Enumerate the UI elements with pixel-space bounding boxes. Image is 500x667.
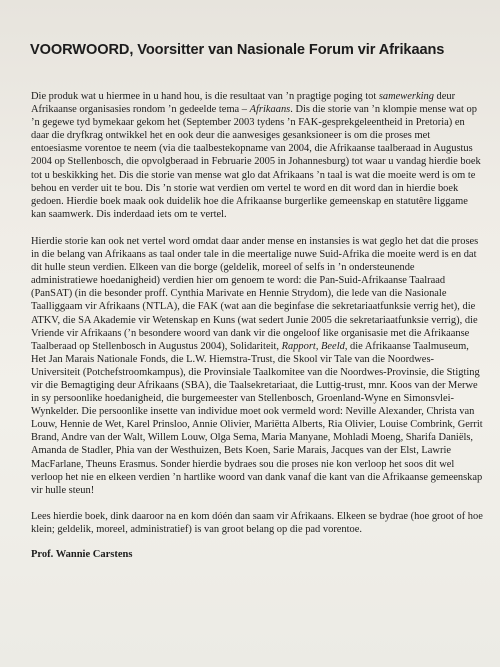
emphasis-afrikaans: Afrikaans — [249, 104, 291, 116]
paragraph-1 — [31, 90, 483, 221]
paragraph-2 — [31, 235, 483, 497]
emphasis-rapport: Rapport — [281, 340, 316, 352]
paragraph-1-text-b: deur Afrikaanse organisasies rondom ’n gedeelde tema – — [31, 91, 456, 116]
emphasis-samewerking: samewerking — [378, 91, 434, 102]
paragraph-2-text-a: Hierdie storie kan ook net vertel word omdat daar ander mense en instansies is wat geglo het dat die proses in die belang van Afrikaans as taal onder tale in die meertalige nuwe Suid-Afrika die moeite werd is en dat dit hulle steun verdien. Elkeen van die borge (geldelik, moreel of selfs in ’n ondersteunende administratiewe hoedanigheid) verdien hier om genoem te word: die Pan-Suid-Afrikaanse Taalraad (PanSAT) (in die besonder proff. Cynthia Marivate en Hennie Strydom), die lede van die Nasionale Taalliggaam vir Afrikaans (NTLA), die FAK (wat aan die beginfase die sekretariaatfunksie verrig het), die ATKV, die SA Akademie vir Wetenskap en Kuns (wat sedert Junie 2005 die sekretariaatfunksie verrig), die Vriende vir Afrikaans (’n besondere woord van dank vir die ongeloof like organisasie met die Afrikaanse Taalberaad op Stellenbosch in Augustus 2004), Solidariteit, — [31, 235, 479, 352]
paragraph-3: Lees hierdie boek, dink daaroor na en kom dóén dan saam vir Afrikaans. Elkeen se bydrae (hoe groot of hoe klein; geldelik, moreel, administratief) is van groot belang op die pad vorentoe. — [31, 510, 483, 535]
paragraph-1-text-a: Die produk wat u hiermee in u hand hou, is die resultaat van ’n pragtige poging tot — [31, 91, 379, 102]
paragraph-2-text-b: , — [315, 340, 322, 352]
foreword-body — [31, 90, 483, 561]
paragraph-2-text-c: , die Afrikaanse Taalmuseum, Het Jan Marais Nationale Fonds, die L.W. Hiemstra-Trust, die Skool vir Tale van die Noordwes-Universiteit (Potchefstroomkampus), die Provinsiale Taalkomitee van die Noordwes-Provinsie, die Stigting vir die Bemagtiging deur Afrikaans (SBA), die Taalsekretariaat, die Luttig-trust, mnr. Koos van der Merwe in sy persoonlike hoedanigheid, die burgemeester van Stellenbosch, Groenland-Wyne en Simonsvlei-Wynkelder. Die persoonlike insette van individue moet ook vermeld word: Neville Alexander, Christa van Louw, Hennie de Wet, Karel Prinsloo, Annie Olivier, Mariëtta Alberts, Ria Olivier, Louise Combrink, Gerrit Brand, Andre van der Walt, Willem Louw, Olga Sema, Maria Manyane, Mohladi Moeng, Sharifa Daniëls, Amanda de Stadler, Phia van der Westhuizen, Bets Koen, Sarie Marais, Jacques van der Elst, Lawrie MacFarlane, Theuns Erasmus. Sonder hierdie bydraes sou die proses nie kon verloop het soos dit wel verloop het nie en elkeen verdien ’n hartlike woord van dank vanaf die kant van die Afrikaanse gemeenskap vir hulle steun! — [31, 340, 483, 496]
signature: Prof. Wannie Carstens — [31, 549, 133, 560]
paragraph-1-text-c: . Dis die storie van ’n klompie mense wat op ’n gegewe tyd bymekaar gekom het (September 2003 tydens ’n FAK-gesprekgeleentheid in Pretoria) en daar die dryfkrag ontwikkel het en ook deur die aanwesiges gesanksioneer is om die proses met entoesiasme vorentoe te neem (via die taalbestekopname van 2004, die Afrikaanse taalberaad in Augustus 2004 op Stellenbosch, die opvolgberaad in Februarie 2005 in Johannesburg) tot waar u vandag hierdie boek tot u beskikking het. Dis die storie van mense wat glo dat Afrikaans ’n taal is wat die moeite werd is om te behou en verder uit te bou. Dis ’n storie wat verdien om vertel te word en dit word dan in hierdie boek gedoen. Hierdie boek maak ook duidelik hoe die Afrikaanse burgerlike gemeenskap en statutêre liggame kan saamwerk. Dis inderdaad iets om te vertel. — [31, 104, 481, 220]
emphasis-beeld: Beeld — [321, 340, 345, 352]
page-title: VOORWOORD, Voorsitter van Nasionale Forum vir Afrikaans — [30, 42, 445, 58]
